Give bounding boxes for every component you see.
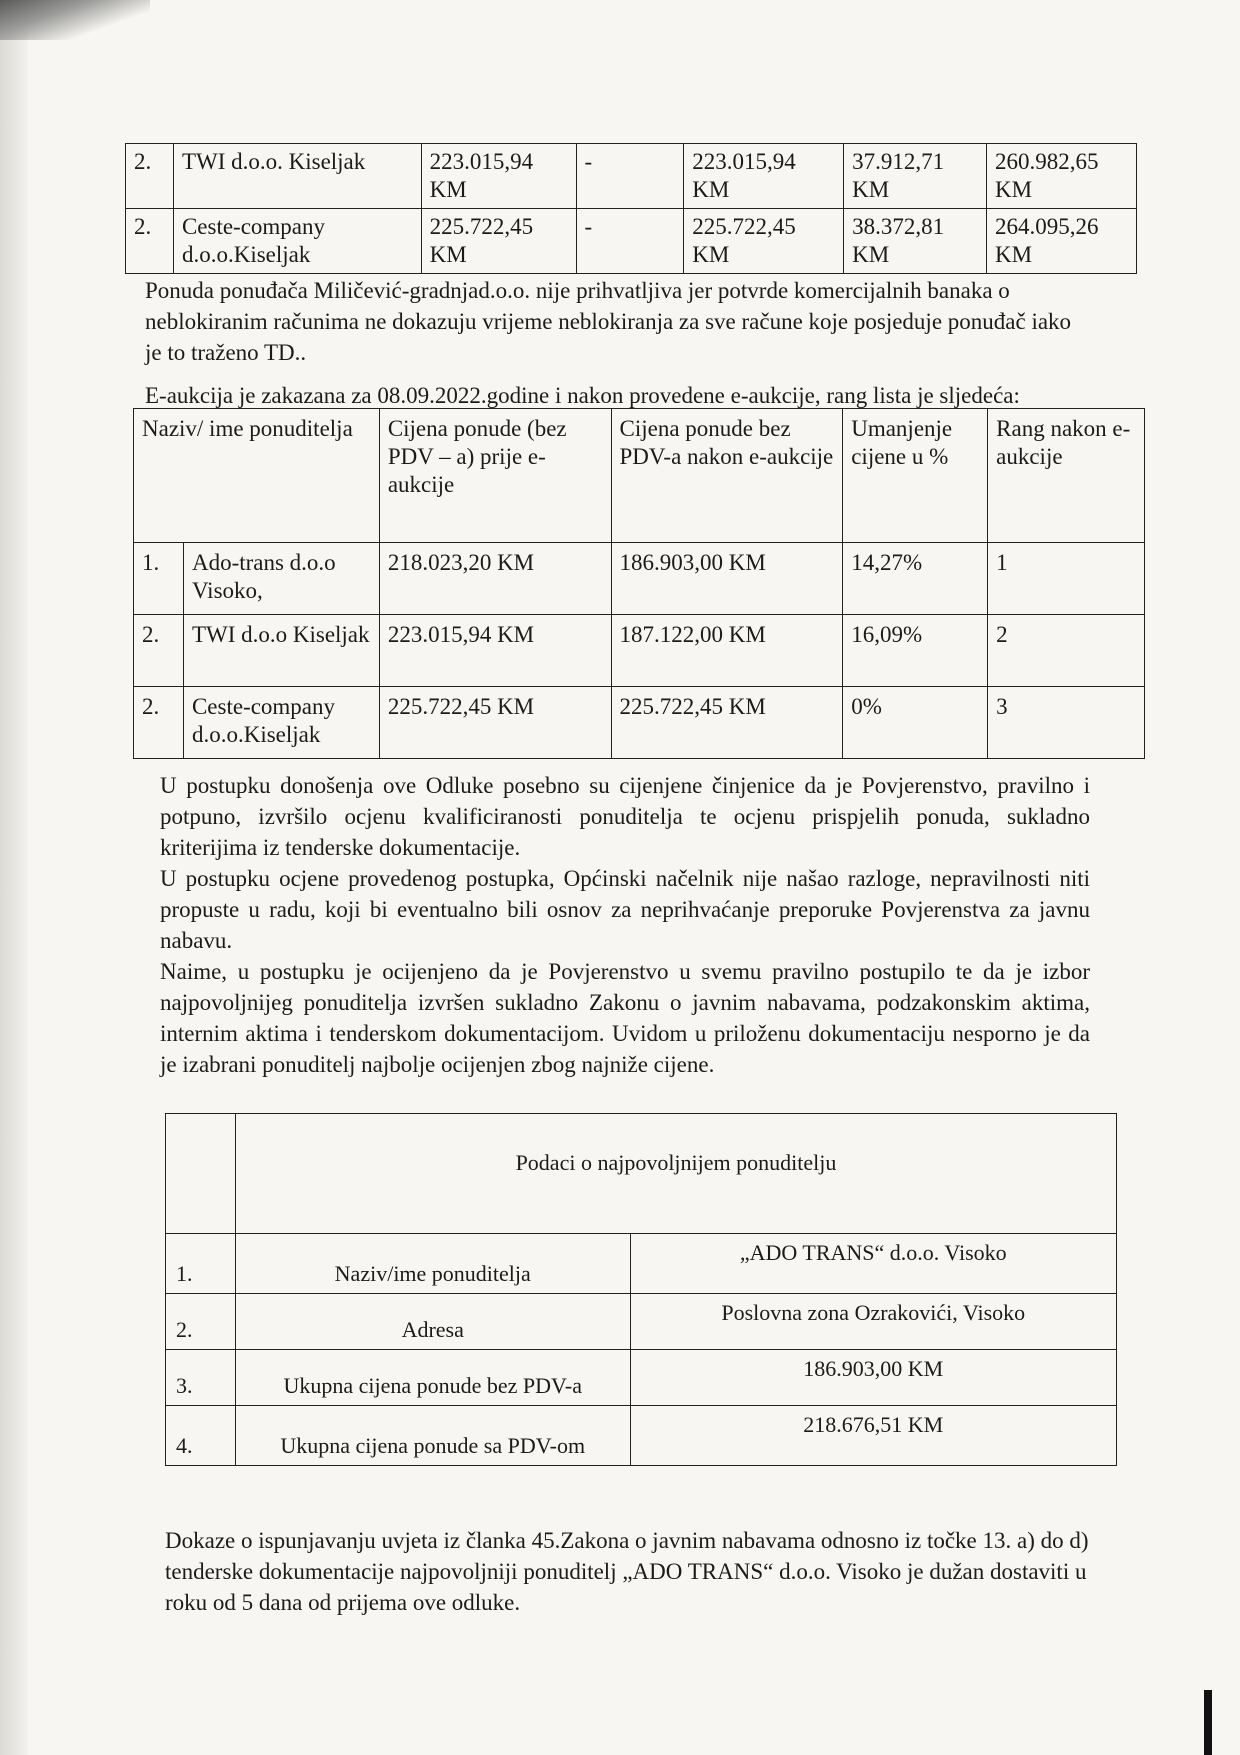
decision-text	[160, 770, 1090, 1080]
field-label: Naziv/ime ponuditelja	[235, 1234, 630, 1294]
table-row	[166, 1294, 1117, 1350]
table-row	[166, 1234, 1117, 1294]
total-cell: 264.095,26 KM	[987, 209, 1137, 274]
rank-value: 2	[988, 615, 1145, 687]
discount-cell: -	[576, 209, 684, 274]
price-before: 223.015,94 KM	[379, 615, 611, 687]
rank-value: 1	[988, 543, 1145, 615]
field-label: Ukupna cijena ponude bez PDV-a	[235, 1350, 630, 1406]
decision-paragraph: U postupku ocjene provedenog postupka, Općinski načelnik nije našao razloge, nepravilnosti niti propuste u radu, koji bi eventualno bili osnov za neprihvaćanje preporuke Povjerenstva za javnu nabavu.	[160, 866, 1090, 953]
column-header: Cijena ponude bez PDV-a nakon e-aukcije	[611, 409, 843, 543]
bidder-name: Ceste-company d.o.o.Kiseljak	[173, 209, 421, 274]
field-value: Poslovna zona Ozrakovići, Visoko	[630, 1294, 1116, 1350]
table-row	[134, 543, 1145, 615]
price-after: 187.122,00 KM	[611, 615, 843, 687]
row-number: 3.	[166, 1350, 236, 1406]
scan-shadow	[0, 0, 28, 1755]
eauction-paragraph: E-aukcija je zakazana za 08.09.2022.godine i nakon provedene e-aukcije, rang lista je sljedeća:	[145, 383, 1020, 408]
offers-table-continued	[125, 143, 1137, 274]
table-row	[166, 1406, 1117, 1466]
price-before: 218.023,20 KM	[379, 543, 611, 615]
price-cell: 223.015,94 KM	[684, 144, 844, 209]
best-bidder-table	[165, 1113, 1117, 1466]
bidder-name: Ceste-company d.o.o.Kiseljak	[183, 687, 379, 759]
bidder-name: TWI d.o.o. Kiseljak	[173, 144, 421, 209]
row-number: 2.	[126, 209, 174, 274]
folded-corner	[0, 0, 150, 40]
decision-paragraph: U postupku donošenja ove Odluke posebno su cijenjene činjenice da je Povjerenstvo, pravilno i potpuno, izvršilo ocjenu kvalificiranosti ponuditelja te ocjenu prispjelih ponuda, sukladno kriterijima iz tenderske dokumentacije.	[160, 773, 1090, 860]
column-header: Naziv/ ime ponuditelja	[134, 409, 380, 543]
bidder-name: TWI d.o.o Kiseljak	[183, 615, 379, 687]
rejection-paragraph: Ponuda ponuđača Miličević-gradnjad.o.o. nije prihvatljiva jer potvrde komercijalnih banaka o neblokiranim računima ne dokazuju vrijeme neblokiranja za sve račune koje posjeduje ponuđač iako je to traženo TD..	[145, 278, 1072, 365]
row-number: 2.	[134, 615, 184, 687]
column-header: Cijena ponude (bez PDV – a) prije e-aukcije	[379, 409, 611, 543]
table-row	[134, 615, 1145, 687]
price-cell: 225.722,45 KM	[421, 209, 576, 274]
field-value: 218.676,51 KM	[630, 1406, 1116, 1466]
price-after: 225.722,45 KM	[611, 687, 843, 759]
column-header: Rang nakon e-aukcije	[988, 409, 1145, 543]
row-number: 4.	[166, 1406, 236, 1466]
price-before: 225.722,45 KM	[379, 687, 611, 759]
table-row	[166, 1350, 1117, 1406]
column-header: Umanjenje cijene u %	[843, 409, 988, 543]
price-cell: 223.015,94 KM	[421, 144, 576, 209]
final-paragraph: Dokaze o ispunjavanju uvjeta iz članka 45.Zakona o javnim nabavama odnosno iz točke 13. a) do d) tenderske dokumentacije najpovoljniji ponuditelj „ADO TRANS“ d.o.o. Visoko je dužan dostaviti u roku od 5 dana od prijema ove odluke.	[165, 1528, 1089, 1615]
row-number: 1.	[134, 543, 184, 615]
reduction-percent: 16,09%	[843, 615, 988, 687]
price-after: 186.903,00 KM	[611, 543, 843, 615]
row-number: 1.	[166, 1234, 236, 1294]
field-value: 186.903,00 KM	[630, 1350, 1116, 1406]
row-number: 2.	[134, 687, 184, 759]
table-title-row	[166, 1114, 1117, 1234]
table-header-row	[134, 409, 1145, 543]
table-row	[134, 687, 1145, 759]
vat-cell: 37.912,71 KM	[844, 144, 987, 209]
field-label: Ukupna cijena ponude sa PDV-om	[235, 1406, 630, 1466]
price-cell: 225.722,45 KM	[684, 209, 844, 274]
table-row	[126, 144, 1137, 209]
scan-edge-mark	[1204, 1690, 1212, 1755]
table-title: Podaci o najpovoljnijem ponuditelju	[235, 1114, 1116, 1234]
field-label: Adresa	[235, 1294, 630, 1350]
ranking-table	[133, 408, 1145, 759]
discount-cell: -	[576, 144, 684, 209]
field-value: „ADO TRANS“ d.o.o. Visoko	[630, 1234, 1116, 1294]
rank-value: 3	[988, 687, 1145, 759]
vat-cell: 38.372,81 KM	[844, 209, 987, 274]
table-row	[126, 209, 1137, 274]
bidder-name: Ado-trans d.o.o Visoko,	[183, 543, 379, 615]
decision-paragraph: Naime, u postupku je ocijenjeno da je Povjerenstvo u svemu pravilno postupilo te da je izbor najpovoljnijeg ponuditelja izvršen sukladno Zakonu o javnim nabavama, podzakonskim aktima, internim aktima i tenderskom dokumentacijom. Uvidom u priloženu dokumentaciju nesporno je da je izabrani ponuditelj najbolje ocijenjen zbog najniže cijene.	[160, 959, 1090, 1077]
total-cell: 260.982,65 KM	[987, 144, 1137, 209]
row-number: 2.	[126, 144, 174, 209]
reduction-percent: 0%	[843, 687, 988, 759]
row-number: 2.	[166, 1294, 236, 1350]
reduction-percent: 14,27%	[843, 543, 988, 615]
